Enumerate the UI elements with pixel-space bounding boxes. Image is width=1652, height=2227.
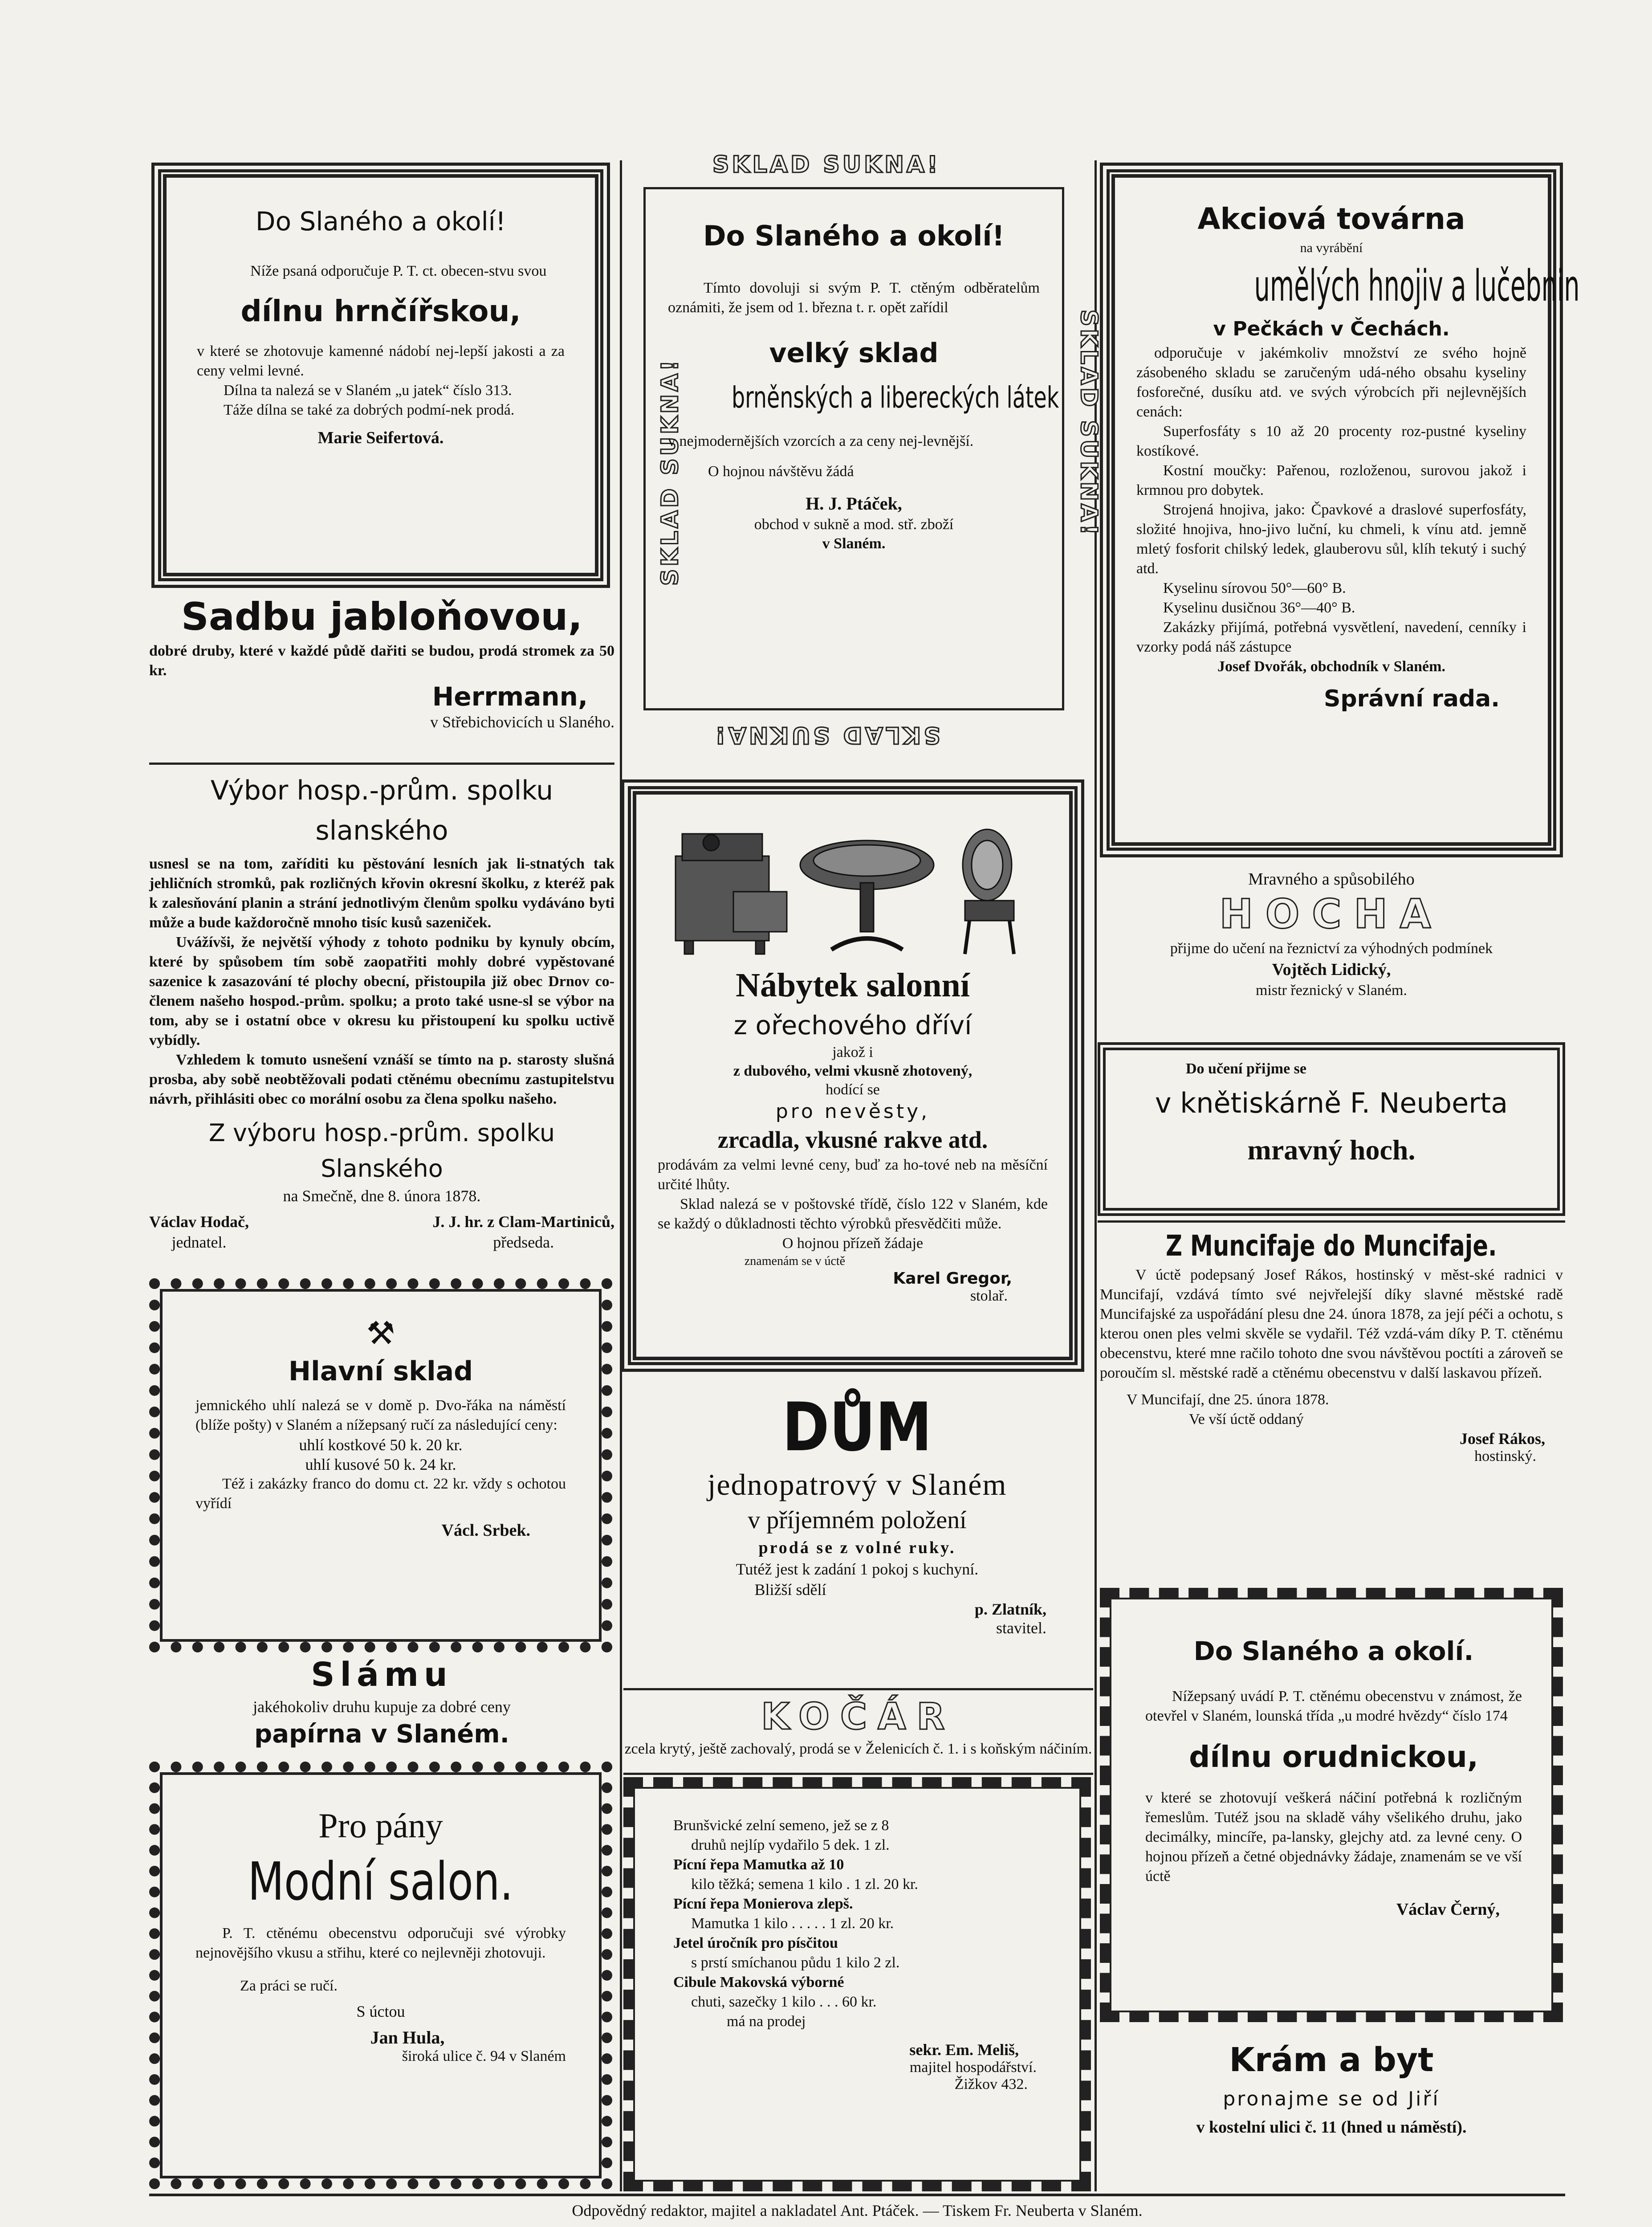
ad-cloth-store [643,187,1064,710]
ad-intro: Tímto dovoluji si svým P. T. ctěným odběratelům oznámiti, že jsem od 1. března t. r. opět zařídil [668,280,1040,316]
seed-line: druhů nejlíp vydařilo 5 dek. 1 zl. [691,1837,890,1853]
ad-headline: dílnu hrnčířskou, [240,294,521,328]
ad-headline: HOCHA [1219,891,1444,938]
seed-line: chuti, sazečky 1 kilo . . . 60 kr. [691,1994,877,2010]
ad-sub: jednopatrový v Slaném [707,1468,1007,1501]
ad-body: Sklad nalezá se v poštovské třídě, číslo 122 v Slaném, kde se každý o důkladnosti těchto výrobků přesvědčiti může. [658,1196,1048,1232]
ad-address: široká ulice č. 94 v Slaném [402,2048,566,2064]
ad-seeds [623,1777,1091,2191]
seed-line: Cibule Makovská výborné [673,1974,844,1990]
price-line: uhlí kostkové 50 k. 20 kr. [299,1436,463,1454]
ad-paragraph: Uvážívši, že největší výhody z tohoto podniku by kynuly obcím, které by spůsobem tím sobě zaopatřiti mohly dobré vypěstované sazenice k zasazování té plochy obecní, přistoupila již obec Drnov co-členem našeho hospod.-prům. spolku; a proto také usne-sl se výbor na tom, aby se i ostatní obce v okresu ku přistoupení ku spolku uctivě vybídly. [149,934,614,1048]
sign-right-role: předseda. [493,1233,554,1251]
product-item: Kostní moučky: Pařenou, rozloženou, surovou jakož i krmnou pro dobytek. [1136,462,1526,498]
ad-intro: Nížepsaný uvádí P. T. ctěnému obecenstvu v známost, že otevřel v Slaném, lounská třída „u modré hvězdy“ číslo 174 [1145,1688,1522,1724]
headline-text: umělých hnojiv a lučebnin [1254,261,1580,311]
sign-left-name: Václav Hodač, [149,1213,249,1231]
ad-headline: Hlavní sklad [288,1356,473,1387]
ad-headline: KOČÁR [761,1696,956,1738]
ad-body: Tutéž jest k zadání 1 pokoj s kuchyní. [736,1560,979,1578]
ad-line: jakož i [832,1044,873,1060]
headline-text: DŮM [782,1389,932,1466]
ad-headline: velký sklad [769,338,939,369]
ad-line: pro nevěsty, [775,1100,930,1123]
ad-house [623,1390,1091,1693]
ad-signature: Správní rada. [1323,685,1500,712]
footer-rule [149,2194,1565,2196]
ad-signature: Václav Černý, [1396,1900,1500,1919]
ad-place: Žižkov 432. [954,2076,1028,2092]
ad-place: v Střebichovicích u Slaného. [430,713,614,731]
ad-role: hostinský. [1474,1448,1536,1464]
ad-body: přijme do učení na řeznictví za výhodných podmínek [1170,940,1493,957]
ad-name: papírna v Slaném. [254,1720,509,1749]
frame-label-left: SKLAD SUKNA! [657,358,684,586]
ad-headline: Sadbu jabloňovou, [181,595,583,639]
ad-shop: obchod v sukně a mod. stř. zboží [754,516,954,533]
ad-committee-notice [149,771,614,1260]
product-item: Strojená hnojiva, jako: Čpavkové a draslové superfosfáty, složité hnojiva, hno-jivo luční, ku chmeli, k vínu atd. jemně mletý fosforit chilský ledek, glauberovu sůl, klíh tekutý i suchý atd. [1136,502,1526,577]
divider [149,763,614,765]
sign-left-role: jednatel. [171,1233,227,1251]
ad-title: Do Slaného a okolí. [1193,1636,1474,1666]
product-item: Kyselinu sírovou 50°—60° B. [1163,580,1346,596]
imprint-text: Odpovědný redaktor, majitel a nakladatel Ant. Ptáček. — Tiskem Fr. Neuberta v Slaném. [572,2202,1143,2219]
ad-fertilizer-factory [1100,163,1580,857]
cabinet-drawing [675,834,787,954]
frame-label-bottom: SKLAD SUKNA! [712,722,940,748]
ad-headline [195,1848,566,1915]
ad-furniture [621,779,1084,1372]
ad-role: stolař. [970,1288,1008,1304]
divider [623,1773,1093,1775]
ad-line: z dubového, velmi vkusně zhotovený, [733,1063,972,1079]
ad-signature: Vojtěch Lidický, [1272,960,1391,979]
ad-role: stavitel. [996,1619,1046,1637]
frame-label-right: SKLAD SUKNA! [1075,310,1102,538]
ad-muncifaj-thanks [1100,1227,1563,1548]
ad-print-shop [1098,1042,1565,1216]
product-item: Superfosfáty s 10 až 20 procenty roz-pustné kyseliny kostíkové. [1136,423,1526,459]
ad-shop-and-flat [1100,2035,1563,2169]
ad-headline: Slámu [311,1656,453,1694]
ad-sub: prodá se z volné ruky. [758,1538,956,1557]
ad-line: mravný hoch. [1247,1134,1416,1166]
seed-line: má na prodej [727,2013,806,2030]
ad-body: Táže dílna se také za dobrých podmí-nek prodá. [224,402,515,418]
divider [623,1688,1093,1690]
seed-line: kilo těžká; semena 1 kilo . 1 zl. 20 kr. [691,1876,918,1893]
ad-sub: v Pečkách v Čechách. [1213,318,1450,340]
headline-text: Z Muncifaje do Muncifaje. [1166,1230,1497,1263]
seed-line: Jetel úročník pro písčitou [673,1935,838,1951]
ad-body: v které se zhotovuje kamenné nádobí nej-lepší jakosti a za ceny velmi levné. [197,343,565,379]
ad-signature: p. Zlatník, [974,1600,1046,1618]
frame-label-top: SKLAD SUKNA! [712,151,940,178]
seed-line: s prstí smíchanou půdu 1 kilo 2 zl. [691,1954,900,1971]
ad-body: Bližší sdělí [754,1581,826,1599]
ad-date: na Smečně, dne 8. února 1878. [283,1187,481,1205]
hammer-pick-icon: ⚒ [366,1316,395,1351]
seed-line: Pícní řepa Mamutka až 10 [673,1856,844,1873]
ad-sub: pronajme se od Jiří [1223,2088,1440,2110]
ad-body: V úctě podepsaný Josef Rákos, hostinský v měst-ské radnici v Muncifají, vzdává tímto své nejvřelejší díky slavné městské radě Muncifajské za uspořádání plesu dne 24. února 1878, za její péči a ochotu, s kterou onen ples velmi skvěle se vydařil. Též vzdá-vám díky P. T. ctěnému obecenstvu, které mne račilo tohoto dne svou návštěvou poctíti a zároveň se poroučím sl. městské radě a ctěnému obecenstvu v další laskavou přízeň. [1100,1267,1563,1381]
ad-headline: Výbor hosp.-prům. spolku slanského [210,775,553,846]
ad-headline [668,375,1059,420]
ad-signature: Václ. Srbek. [441,1521,530,1540]
ad-carriage [623,1695,1093,1770]
ad-body: dobré druby, které v každé půdě dařiti se budou, prodá stromek za 50 kr. [149,643,614,679]
ad-intro: Níže psaná odporučuje P. T. ct. obecen-stvu svou [250,263,547,279]
price-line: uhlí kusové 50 k. 24 kr. [305,1456,456,1473]
ad-body: odporučuje v jakémkoliv množství ze svého hojně zásobeného skladu se zaručeným udá-ného obsahu kyseliny fosforečné, dusíku atd. ve svých výrobcích při nejlevnějších cenách: [1136,345,1526,420]
ad-line: v knětiskárně F. Neuberta [1155,1087,1508,1119]
ad-date: V Muncifají, dne 25. února 1878. [1127,1391,1329,1408]
ad-line: hodící se [826,1081,880,1098]
ad-toolmaker [1100,1588,1563,2022]
ad-sub [1136,257,1580,315]
ad-place: v Slaném. [822,535,886,552]
ad-sub: na vyrábění [1300,241,1363,255]
ad-role: majitel hospodářství. [909,2059,1037,2076]
table-drawing [800,840,934,950]
modni-salon-text: Modní salon. [248,1851,514,1912]
ad-body: Též i zakázky franco do domu ct. 22 kr. vždy s ochotou vyřídí [195,1476,566,1512]
seed-line: Mamutka 1 kilo . . . . . 1 zl. 20 kr. [691,1915,894,1932]
ad-signature: sekr. Em. Meliš, [909,2041,1019,2059]
ad-title: Do Slaného a okolí! [703,220,1005,252]
ad-body: zcela krytý, ještě zachovalý, prodá se v Želenicích č. 1. i s koňským náčiním. [624,1741,1092,1757]
divider [1098,1220,1565,1223]
ad-line: S úctou [356,2003,405,2020]
ad-body: jemnického uhlí nalezá se v domě p. Dvo-řáka na náměstí (blíže pošty) v Slaném a nížepsaný ručí za následující ceny: [195,1397,566,1433]
ad-headline: z ořechového dříví [733,1010,972,1040]
ad-body: v kostelní ulici č. 11 (hned u náměstí). [1196,2118,1467,2137]
seed-line: Pícní řepa Monierova zlepš. [673,1896,853,1912]
ad-body: Zakázky přijímá, potřebná vysvětlení, navedení, cenníky i vzorky podá náš zástupce [1136,619,1526,655]
ad-line: Ve vší úctě oddaný [1189,1411,1304,1428]
ad-coal-depot [149,1278,612,1652]
chair-drawing [963,829,1014,954]
ad-apprentice-butcher [1100,869,1563,1029]
ad-pottery-workshop [151,163,610,588]
ad-straw [149,1652,614,1755]
ad-headline [623,1390,1091,1465]
ad-line: Do učení přijme se [1186,1060,1307,1077]
ad-headline: Akciová továrna [1197,202,1465,236]
ad-body: P. T. ctěnému obecenstvu odporučuji své výrobky nejnovějšího vkusu a střihu, které co nejlevněji zhotovuji. [195,1925,566,1961]
ad-agent: Josef Dvořák, obchodník v Slaném. [1217,658,1445,675]
ad-headline [1100,1227,1563,1265]
ad-apple-saplings [149,592,614,757]
ad-title: Pro pány [318,1806,443,1845]
ad-paragraph: usnesl se na tom, zaříditi ku pěstování lesních jak li-stnatých tak jehličních stromků, pak rozličných křovin okresní školku, z kteréž pak k zalesňování planin a strání jednotlivým členům spolku vydáváno byti může a bude každoročně mnoho tisíc kusů sazeniček. [149,856,614,931]
ad-title: Do Slaného a okolí! [255,206,506,237]
ad-signature: Karel Gregor, [893,1269,1012,1288]
ad-name: Herrmann, [432,681,588,712]
ad-body: Dílna ta nalezá se v Slaném „u jatek“ číslo 313. [224,382,512,399]
ad-signature: Marie Seifertová. [317,428,444,447]
ad-sub: v příjemném položení [748,1506,967,1534]
ad-body: v nejmodernějších vzorcích a za ceny nej-levnější. [668,433,974,449]
ad-signature: Jan Hula, [370,2027,445,2048]
product-item: Kyselinu dusičnou 36°—40° B. [1163,600,1355,616]
ad-headline: Krám a byt [1229,2041,1434,2079]
ad-headline: dílnu orudnickou, [1189,1740,1478,1774]
headline-text: brněnských a libereckých látek [731,380,1059,415]
ad-body: v které se zhotovují veškerá náčiní potřebná k rozličným řemeslům. Tutéž jsou na skladě váhy všelikého druhu, jako decimálky, mincíře, pa-lansky, glejchy atd. za levné ceny. O hojnou přízeň a četné objednávky žádaje, znamenám se ve vší úctě [1145,1790,1522,1884]
ad-from: Z výboru hosp.-prům. spolku Slanského [208,1119,555,1183]
ad-line: zrcadla, vkusné rakve atd. [717,1126,988,1153]
ad-line: znamenám se v úctě [744,1254,846,1268]
ad-line: O hojnou přízeň žádaje [782,1235,924,1252]
ad-role: mistr řeznický v Slaném. [1256,982,1407,999]
ad-line: Za práci se ručí. [240,1978,338,1994]
ad-paragraph: Vzhledem k tomuto usnešení vznáší se tímto na p. starosty slušná prosba, aby sobě neobtěžovali podati ctěnému obecnímu zastupitelstvu návrh, přihlásiti obec co morální osobu za člena spolku našeho. [149,1052,614,1107]
ad-signature: Josef Rákos, [1459,1430,1545,1448]
ad-fashion-salon [149,1762,612,2189]
ad-line: Mravného a spůsobilého [1248,870,1415,889]
ad-signature: H. J. Ptáček, [806,494,902,514]
ad-visit: O hojnou návštěvu žádá [708,463,854,480]
furniture-illustration [658,816,1050,959]
seed-line: Brunšvické zelní semeno, jež se z 8 [673,1817,889,1834]
ad-body: prodávám za velmi levné ceny, buď za ho-tové neb na měsíční určité lhůty. [658,1157,1048,1193]
ad-headline: Nábytek salonní [736,967,970,1004]
footer-imprint [149,2198,1565,2225]
sign-right-name: J. J. hr. z Clam-Martiniců, [432,1213,614,1231]
ad-body: jakéhokoliv druhu kupuje za dobré ceny [253,1698,511,1716]
